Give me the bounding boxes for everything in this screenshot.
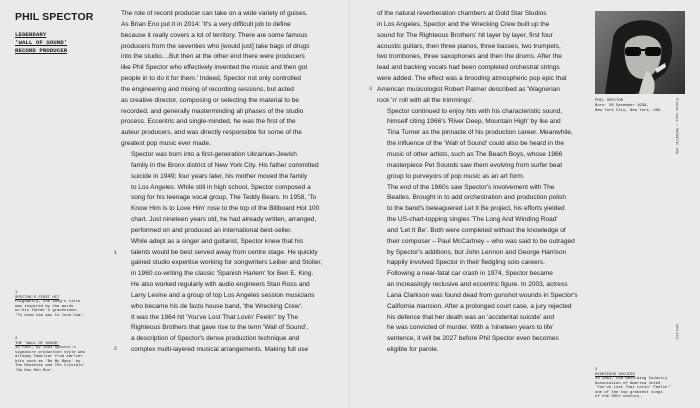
text-line: Righteous Brothers that gave rise to the term 'Wall of Sound', [131,324,308,332]
sidenote-line: one of the top greatest songs [595,390,663,395]
sidenote-line: 'To know him was to love him'. [15,313,86,318]
text-line: auteur producers, and was directly responsible for some of the [121,129,302,137]
text-line: sound for The Righteous Brothers' hit layer by layer, first four [377,31,553,39]
sidenote-line: Association of America voted [595,381,661,386]
text-line: his defence that her death was an 'accidental suicide' and [387,313,555,321]
page-folio: 150–151 [674,324,678,340]
text-line: because it really covers a lot of territory. There are some famous [121,31,308,39]
text-line: He also worked regularly with audio engineers Stan Ross and [131,281,310,289]
text-line: music of other artists, such as The Beach Boys, whose 1966 [387,150,563,158]
text-line: greatest pop music ever made. [121,140,211,148]
text-line: Following a near-fatal car crash in 1974, Spector became [387,270,553,278]
body-paragraph [121,313,339,356]
text-line: himself citing 1966's 'River Deep, Mountain High' by Ike and [387,118,561,126]
sidenote-first-hit [15,291,125,318]
text-line: recorded, and generally masterminding all phases of the studio [121,107,304,115]
caption-line: Born: 26 December 1939, [595,103,649,108]
text-line: acoustic guitars, then three pianos, three basses, two trumpets, [377,42,561,50]
sidenote-righteous-success [595,368,695,400]
sidenote-wall-of-sound [15,337,125,373]
text-line: in Los Angeles, Spector and the Wrecking Crew built up the [377,20,550,28]
text-line: by Spector's additions, but John Lennon and George Harrison [387,248,567,256]
sidenote-heading: RIGHTEOUS SUCCESS [595,372,635,377]
body-paragraph [377,107,581,183]
text-line: the US-chart-topping singles 'The Long And Winding Road' [387,216,558,224]
body-column-left [121,9,339,356]
text-line: Larry Levine and a group of top Los Angeles session musicians [131,291,315,299]
text-line: Spector continued to enjoy hits with his characteristic sound, [387,107,563,115]
sidenote-number: 1 [15,291,18,295]
text-line: The role of record producer can take on a wide variety of guises. [121,10,308,17]
text-line: who became his de facto house band, 'the Wrecking Crew'. [131,302,303,310]
sidenote-line: on his father's gravestone: [15,309,79,313]
text-line: like Phil Spector who effectively invented the music and then got [121,64,308,72]
text-line: the engineering and mixing of recording sessions, but acted [121,85,294,93]
text-line: in 1960 co-writing the classic 'Spanish Harlem' for Ben E. King. [131,270,314,278]
sidenote-number: 2 [15,337,18,341]
sidenote-heading: SPECTOR'S FIRST HIT [15,295,60,300]
sidenote-number: 3 [595,368,598,372]
portrait-photo [595,11,685,94]
body-paragraph [377,9,581,107]
sidenote-line: In fact, by 1964 Spector's [15,346,76,350]
text-line: their composer – Paul McCartney – who was said to be outraged [387,237,575,245]
text-line: The end of the 1960s saw Spector's involvement with The [387,183,555,191]
book-gutter [349,0,351,408]
sidenote-line: The Ronettes and The Crystals' [15,364,86,368]
text-line: Tina Turner as the pinnacle of his production career. Meanwhile, [387,129,573,137]
page-subtitle [15,31,115,55]
text-line: chart. Just nineteen years old, he had already written, arranged, [131,216,317,224]
subtitle-line: 'WALL OF SOUND' [15,39,68,46]
text-line: process. Eccentric and single-minded, he was the first of the [121,118,296,126]
body-column-right [377,9,581,356]
note-marker-2: 2 [114,346,118,352]
body-paragraph [121,9,339,150]
text-line: of the natural reverberation chambers at Gold Star Studios [377,10,547,17]
text-line: suicide in 1949; four years later, his mother moved the family [131,172,308,180]
text-line: It was the 1964 hit 'You've Lost That Lovin' Feelin'' by The [131,313,298,321]
body-paragraph [121,237,339,313]
text-line: family in the Bronx district of New York City. His father committed [131,161,319,169]
sidenote-line: hits such as 'Be My Baby' by [15,359,81,364]
text-line: into the studio....But then at the other end there were producers [121,53,305,61]
body-paragraph [377,183,581,270]
text-line: While adept as a singer and guitarist, Spector knew that his [131,237,304,245]
sidenote-line: of the 20th century. [595,395,642,399]
text-line: people in to do it for them.' Indeed, Spector not only controlled [121,75,301,83]
text-line: two trombones, three saxophones and then the drums. After the [377,53,562,61]
text-line: and 'Let It Be'. Both were completed without the knowledge of [387,226,566,234]
text-line: complex multi-layered musical arrangements. Making full use [131,346,309,354]
sidenote-line: In 2001, the Recording Industry [595,377,668,381]
text-line: masterpiece Pet Sounds saw them evolving from surfer beat [387,161,563,169]
text-line: as creative director, composing or selecting the material to be [121,96,299,104]
sidenote-line: Poignantly, the song's title [15,300,81,304]
sidenote-line: 'Da Doo Ron Ron'. [15,368,55,373]
caption-line: New York City, New York, USA [595,108,661,113]
text-line: were added. The effect was a brooding atmospheric pop epic that [377,75,567,83]
text-line: Beatles. Brought in to add orchestration and production polish [387,194,567,202]
text-line: to the band's beleaguered Let It Be project, his efforts yielded [387,205,565,213]
text-line: performed on and produced an international best-seller. [131,226,292,234]
text-line: Know Him is to Love Him' rose to the top of the Billboard Hot 100 [131,205,320,213]
text-line: he was convicted of murder. With a 'nineteen years to life' [387,324,554,332]
text-line: Lana Clarkson was found dead from gunshot wounds in Spector's [387,291,578,299]
page-title: PHIL SPECTOR [15,11,94,23]
text-line: a description of Spector's dense production technique and [131,335,300,343]
note-marker-3: 3 [369,86,373,92]
text-line: American musicologist Robert Palmer described as 'Wagnerian [377,85,560,93]
text-line: group to purveyors of pop music as an art form. [387,172,525,180]
text-line: sentence, it will be 2027 before Phil Spector even becomes [387,335,559,343]
text-line: gained studio expertise working for songwriters Leiber and Stoller, [131,259,323,267]
text-line: producers from the seventies who [would just] take bags of drugs [121,42,310,50]
note-marker-1: 1 [114,250,118,256]
text-line: an increasingly reclusive and eccentric figure. In 2003, actress [387,281,568,289]
text-line: happily involved Spector in their fledgling solo careers. [387,259,545,267]
body-paragraph [121,150,339,237]
sidenote-line: signature production style was [15,350,86,355]
caption-line: PHIL SPECTOR [595,99,624,103]
text-line: song for his teenage vocal group, The Teddy Bears. In 1958, 'To [131,194,317,202]
text-line: lead and backing vocals had been completed orchestral strings [377,64,560,72]
portrait-illustration [595,11,685,94]
subtitle-line: LEGENDARY [15,31,47,38]
photo-credit: Oldies aspx • MAGNETIC USA [674,98,678,155]
text-line: Spector was born into a first-generation Ukrainian-Jewish [131,150,297,158]
text-line: talents would be best served away from centre stage. He quickly [131,248,318,256]
text-line: rock 'n' roll with all the trimmings'. [377,96,474,104]
text-line: the influence of the 'Wall of Sound' could also be heard in the [387,140,564,148]
sidenote-heading: THE 'WALL OF SOUND' [15,341,60,346]
text-line: to Los Angeles. While still in high school, Spector composed a [131,183,311,191]
text-line: As Brian Eno put it in 2014: 'It's a very difficult job to define [121,20,291,28]
text-line: California mansion. After a prolonged court case, a jury rejected [387,302,572,310]
subtitle-line: RECORD PRODUCER [15,47,68,54]
sidenote-line: already familiar from earlier [15,355,83,359]
body-paragraph [377,269,581,356]
text-line: eligible for parole. [387,346,439,354]
sidenote-line: was inspired by the words [15,304,74,309]
sidenote-line: 'You've Lost That Lovin' Feelin'' [595,386,673,390]
